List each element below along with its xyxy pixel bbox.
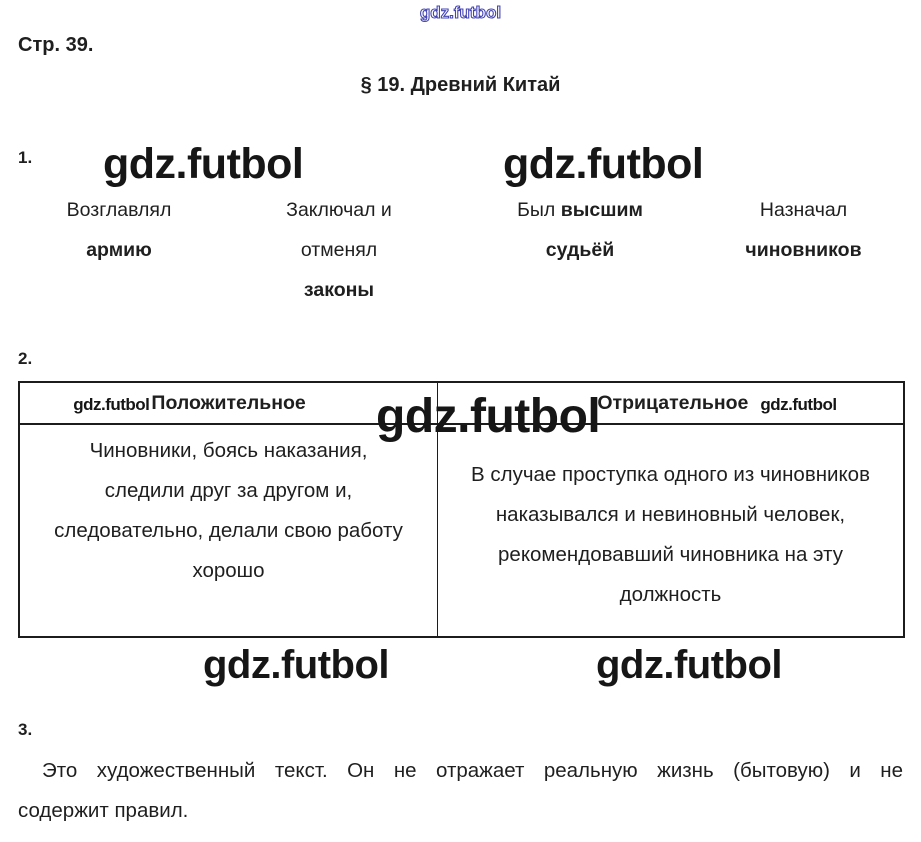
- task-number-2: 2.: [18, 349, 33, 368]
- site-watermark: gdz.futbol: [760, 394, 837, 414]
- answer-line: Был высшим: [517, 199, 643, 221]
- cell-line: рекомендовавший чиновника на эту: [498, 543, 843, 566]
- cell-line: наказывался и невиновный человек,: [495, 503, 846, 526]
- below-table-watermarks: [0, 638, 921, 694]
- column-header-negative: Отрицательное: [597, 391, 749, 414]
- answer-column-laws: [220, 190, 458, 310]
- site-watermark: gdz.futbol: [73, 394, 150, 414]
- answer-column-judge: [458, 190, 702, 310]
- answer-line: отменял: [300, 239, 378, 261]
- answer-line: Это художественный текст. Он не отражает реальную жизнь (бытовую) и не: [42, 759, 903, 782]
- answer-line: содержит правил.: [18, 799, 189, 822]
- site-watermark: gdz.futbol: [203, 643, 390, 687]
- answer-line: Назначал: [759, 199, 848, 221]
- cell-line: следили друг за другом и,: [104, 479, 353, 502]
- answer-column-officials: [702, 190, 905, 310]
- comparison-table: [18, 381, 905, 638]
- task-number-3: 3.: [18, 720, 33, 739]
- table-cell-negative: [438, 425, 903, 636]
- site-watermark-top: gdz.futbol: [419, 3, 502, 22]
- column-header-positive: Положительное: [151, 391, 306, 414]
- table-body-row: [20, 425, 903, 636]
- answer-line: судьёй: [545, 239, 615, 261]
- task-3-answer: [18, 751, 903, 831]
- table-cell-positive: [20, 425, 438, 636]
- section-1-header: [0, 140, 921, 190]
- answer-line: Возглавлял: [66, 199, 172, 221]
- task-number-1: 1.: [18, 148, 33, 167]
- cell-line: В случае проступка одного из чиновников: [471, 463, 870, 486]
- site-watermark: gdz.futbol: [596, 643, 783, 687]
- page-title: § 19. Древний Китай: [360, 74, 561, 96]
- cell-line: хорошо: [192, 559, 265, 582]
- answer-line: чиновников: [745, 239, 862, 261]
- cell-line: должность: [619, 583, 722, 606]
- answer-line: армию: [86, 239, 152, 261]
- answer-line: законы: [303, 279, 375, 301]
- answer-column-army: [18, 190, 220, 310]
- cell-line: следовательно, делали свою работу: [54, 519, 403, 542]
- site-watermark: gdz.futbol: [503, 140, 704, 188]
- site-watermark: gdz.futbol: [376, 390, 601, 443]
- answer-line: Заключал и: [286, 199, 392, 221]
- task-1-answers: [18, 190, 905, 310]
- page-label: Стр. 39.: [18, 34, 94, 56]
- site-watermark: gdz.futbol: [103, 140, 304, 188]
- cell-line: Чиновники, боясь наказания,: [89, 439, 368, 462]
